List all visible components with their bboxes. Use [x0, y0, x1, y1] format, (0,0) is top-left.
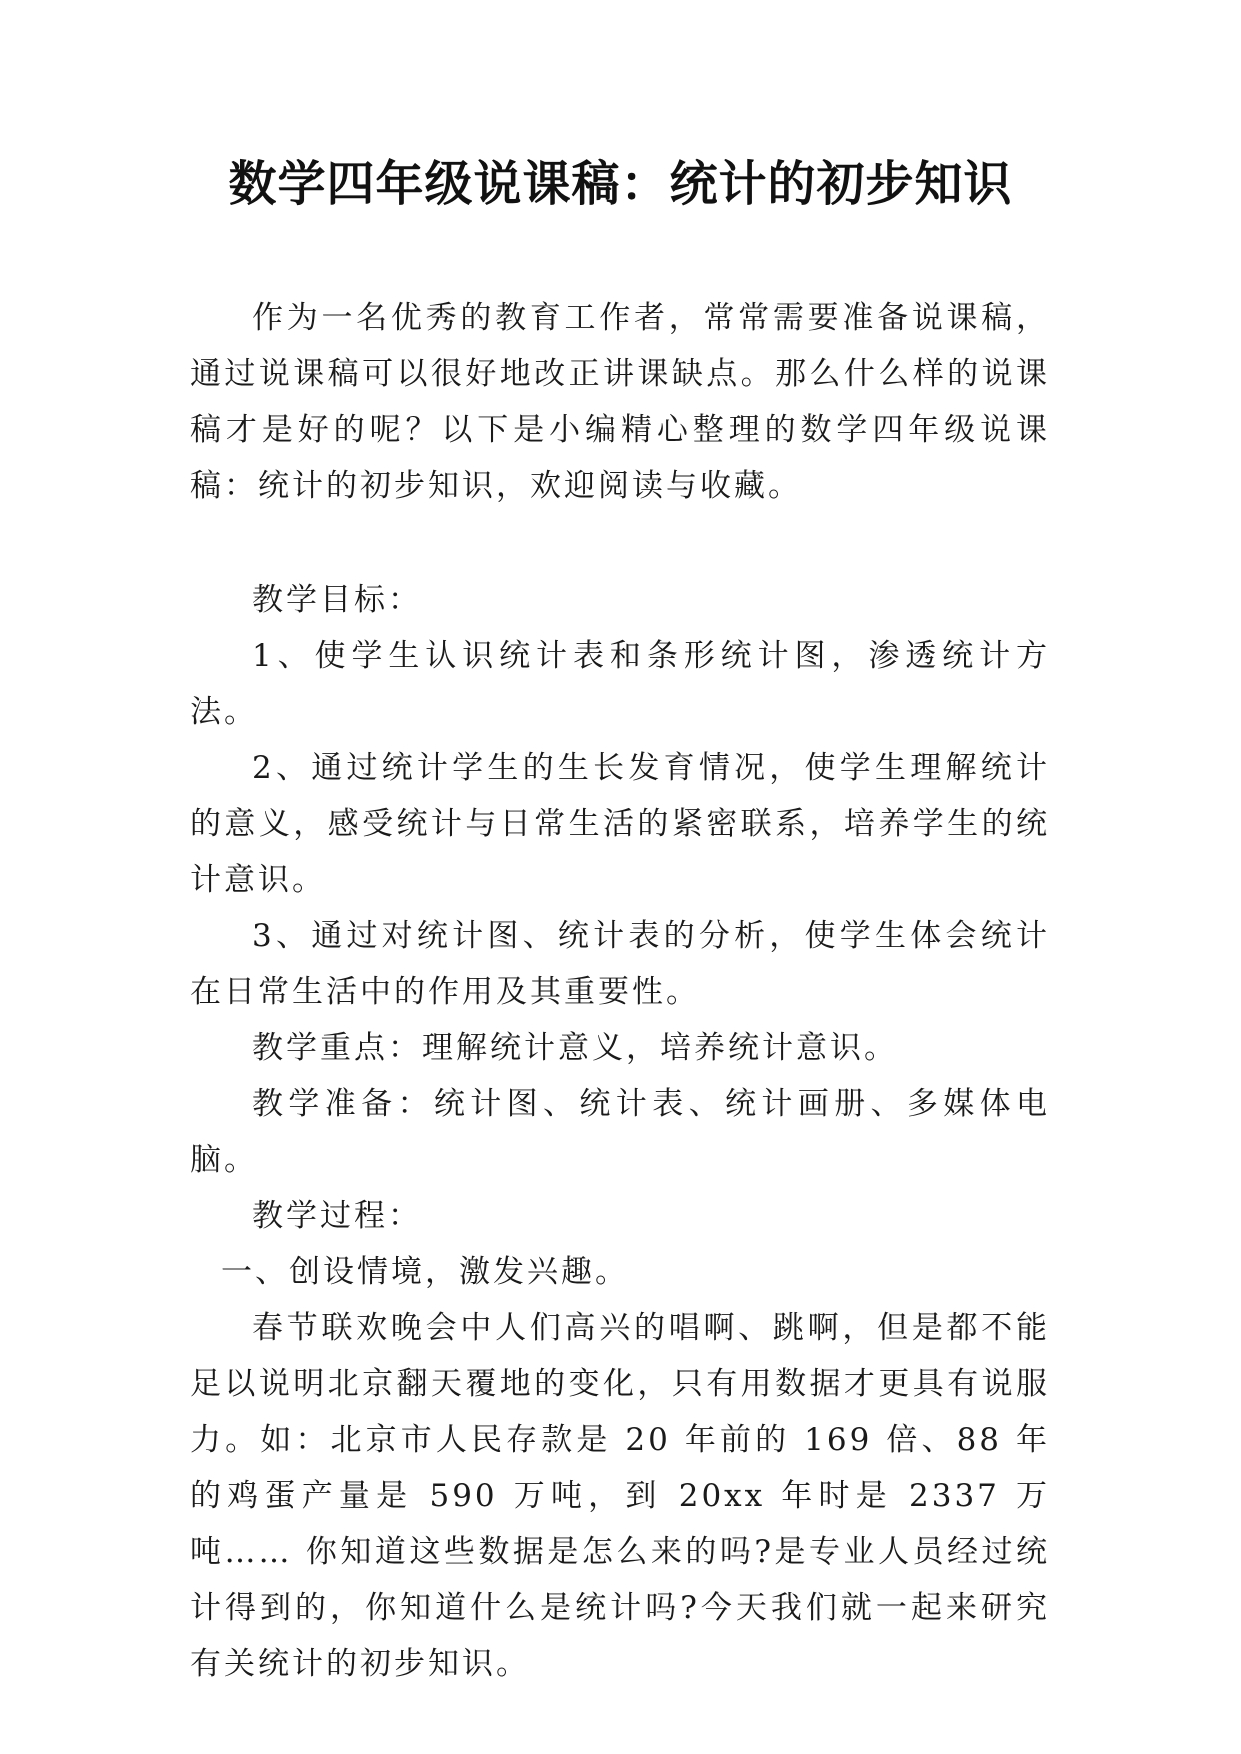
goal-item-2: 2、通过统计学生的生长发育情况，使学生理解统计的意义，感受统计与日常生活的紧密联系，培养学生的统计意识。: [190, 750, 1050, 898]
document-title: 数学四年级说课稿：统计的初步知识: [228, 156, 1013, 212]
intro-paragraph: 作为一名优秀的教育工作者，常常需要准备说课稿，通过说课稿可以很好地改正讲课缺点。那么什么样的说课稿才是好的呢？以下是小编精心整理的数学四年级说课稿：统计的初步知识，欢迎阅读与收藏。: [190, 300, 1050, 504]
paragraph-spacer: [190, 514, 1050, 572]
process-step-1: 一、创设情境，激发兴趣。: [221, 1254, 629, 1290]
preparation: 教学准备：统计图、统计表、统计画册、多媒体电脑。: [190, 1086, 1050, 1178]
goals-heading: 教学目标：: [252, 582, 422, 618]
key-point: 教学重点：理解统计意义，培养统计意识。: [252, 1030, 898, 1066]
story-paragraph: 春节联欢晚会中人们高兴的唱啊、跳啊，但是都不能足以说明北京翻天覆地的变化，只有用数据才更具有说服力。如：北京市人民存款是 20 年前的 169 倍、88 年的鸡蛋产量是 590 万吨，到 20xx 年时是 2337 万吨…… 你知道这些数据是怎么来的吗?是专业人员经过统计得到的，你知道什么是统计吗?今天我们就一起来研究有关统计的初步知识。: [190, 1310, 1050, 1682]
goal-item-1: 1、使学生认识统计表和条形统计图，渗透统计方法。: [190, 638, 1050, 730]
goal-item-3: 3、通过对统计图、统计表的分析，使学生体会统计在日常生活中的作用及其重要性。: [190, 918, 1050, 1010]
process-heading: 教学过程：: [252, 1198, 422, 1234]
document-body: [190, 290, 1050, 1692]
